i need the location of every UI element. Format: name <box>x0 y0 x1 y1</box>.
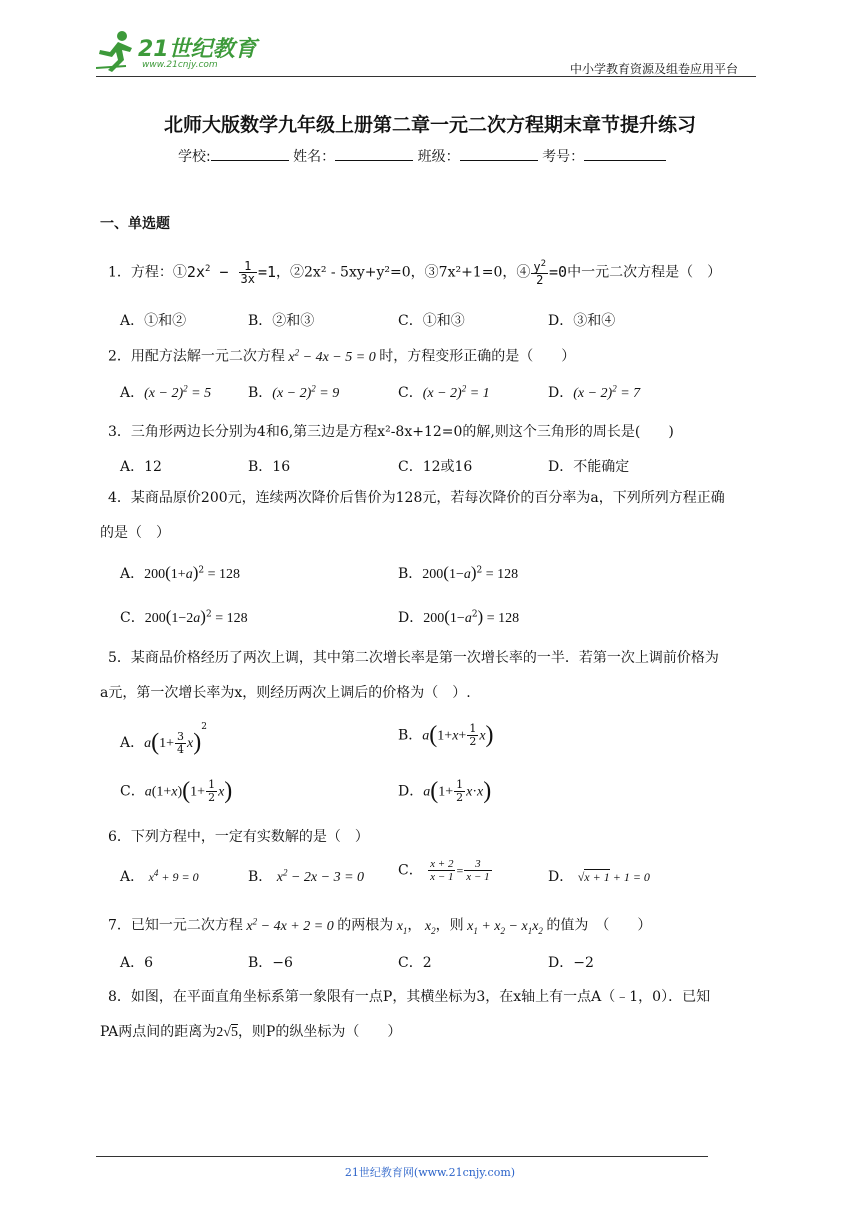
info-fields <box>178 146 666 166</box>
question-6: 6．下列方程中，一定有实数解的是（ ） <box>108 829 369 845</box>
option-c[interactable]: C．①和③ <box>398 313 465 329</box>
option-c[interactable]: C． $\frac{x + 2}{x - 1}$ = $\frac{3}{x - 1}$ <box>398 858 490 883</box>
question-5-line2: a元，第一次增长率为x，则经历两次上调后的价格为（ ）. <box>100 685 471 701</box>
option-b[interactable]: B．$(x - 2)^2 = 9$ <box>248 383 340 401</box>
question-5: 5．某商品价格经历了两次上调，其中第二次增长率是第一次增长率的一半．若第一次上调前价格为 <box>108 650 719 666</box>
option-b[interactable]: B．a(1+x+ $\frac{1}{2}$ x) <box>398 722 494 748</box>
name-label: 姓名： <box>293 149 336 165</box>
question-4-line2: 的是（ ） <box>100 525 170 541</box>
question-1: 1．方程：$①2x^2$ − $\frac{1}{3x}$ =1，②2x² - 5xy+y²=0，③7x²+1=0，④ $\frac{y^2}{2}$ =0中一元二次方程是（ ） <box>108 258 722 287</box>
option-d[interactable]: D．a(1+ $\frac{1}{2}$ x·x) <box>398 778 492 804</box>
logo-url: www.21cnjy.com <box>142 60 218 70</box>
equation: $x^2 - 4x - 5 = 0$ <box>284 347 380 365</box>
option-b[interactable]: B．16 <box>248 459 291 475</box>
option-b[interactable]: B．−6 <box>248 955 293 971</box>
logo <box>96 30 256 74</box>
option-d[interactable]: D．−2 <box>548 955 594 971</box>
option-c[interactable]: C．$(x - 2)^2 = 1$ <box>398 383 490 401</box>
site-tagline: 中小学教育资源及组卷应用平台 <box>570 62 739 76</box>
header-divider <box>96 76 756 77</box>
footer-text[interactable]: 21世纪教育网(www.21cnjy.com) <box>344 1166 516 1179</box>
question-7: 7．已知一元二次方程 $x^2 - 4x + 2 = 0$ 的两根为 $x_1$， $x_2$，则 $x_1 + x_2 - x_1x_2$ 的值为 （ ） <box>108 916 652 936</box>
option-a[interactable]: A．$200(1+a)^2 = 128$ <box>120 563 241 582</box>
option-b[interactable]: B． $x^2 - 2x - 3 = 0$ <box>248 867 365 885</box>
option-a[interactable]: A．12 <box>120 459 162 475</box>
option-d[interactable]: D．不能确定 <box>548 459 630 475</box>
option-a[interactable]: A．①和② <box>120 313 187 329</box>
question-8: 8．如图，在平面直角坐标系第一象限有一点P，其横坐标为3，在x轴上有一点A（﹣1，0）．已知 <box>108 989 711 1005</box>
runner-logo-icon <box>96 30 136 74</box>
class-label: 班级： <box>417 149 460 165</box>
logo-text: 21世纪教育 <box>138 37 257 62</box>
name-blank[interactable] <box>335 148 413 161</box>
option-c[interactable]: C．12或16 <box>398 459 473 475</box>
option-d[interactable]: D．$(x - 2)^2 = 7$ <box>548 383 641 401</box>
option-c[interactable]: C．2 <box>398 955 432 971</box>
footer-divider <box>96 1156 708 1157</box>
question-3: 3．三角形两边长分别为4和6,第三边是方程x²-8x+12=0的解,则这个三角形的周长是( ) <box>108 424 674 440</box>
page-title: 北师大版数学九年级上册第二章一元二次方程期末章节提升练习 <box>163 114 696 136</box>
option-b[interactable]: B．②和③ <box>248 313 315 329</box>
option-a[interactable]: A．a(1+ $\frac{3}{4}$ x)$^2$ <box>120 722 207 756</box>
question-4: 4．某商品原价200元，连续两次降价后售价为128元，若每次降价的百分率为a，下列所列方程正确 <box>108 490 725 506</box>
question-2: 2．用配方法解一元二次方程 $x^2 - 4x - 5 = 0$ 时，方程变形正确的是（ ） <box>108 347 576 365</box>
section-title: 一、单选题 <box>100 216 170 232</box>
option-a[interactable]: A．6 <box>120 955 154 971</box>
option-c[interactable]: C．a(1+x)(1+ $\frac{1}{2}$ x) <box>120 778 233 804</box>
option-c[interactable]: C．$200(1-2a)^2 = 128$ <box>120 607 248 626</box>
option-a[interactable]: A． $x^4 + 9 = 0$ <box>120 868 199 885</box>
question-8-line2: PA两点间的距离为2√5，则P的纵坐标为（ ） <box>100 1024 402 1040</box>
exam-no-label: 考号： <box>542 149 585 165</box>
option-d[interactable]: D． √x + 1 + 1 = 0 <box>548 869 650 885</box>
option-b[interactable]: B．$200(1-a)^2 = 128$ <box>398 563 519 582</box>
option-a[interactable]: A．$(x - 2)^2 = 5$ <box>120 383 212 401</box>
exam-no-blank[interactable] <box>584 148 666 161</box>
equation-image-4: $\frac{y^2}{2}$ =0 <box>533 259 568 287</box>
equation-image-1: $2x^2$ − $\frac{1}{3x}$ =1 <box>186 258 277 286</box>
option-d[interactable]: D．$200(1-a^2) = 128$ <box>398 607 520 626</box>
school-blank[interactable] <box>211 148 289 161</box>
class-blank[interactable] <box>460 148 538 161</box>
school-label: 学校: <box>178 149 211 165</box>
option-d[interactable]: D．③和④ <box>548 313 616 329</box>
question-number: 1． <box>108 264 131 281</box>
